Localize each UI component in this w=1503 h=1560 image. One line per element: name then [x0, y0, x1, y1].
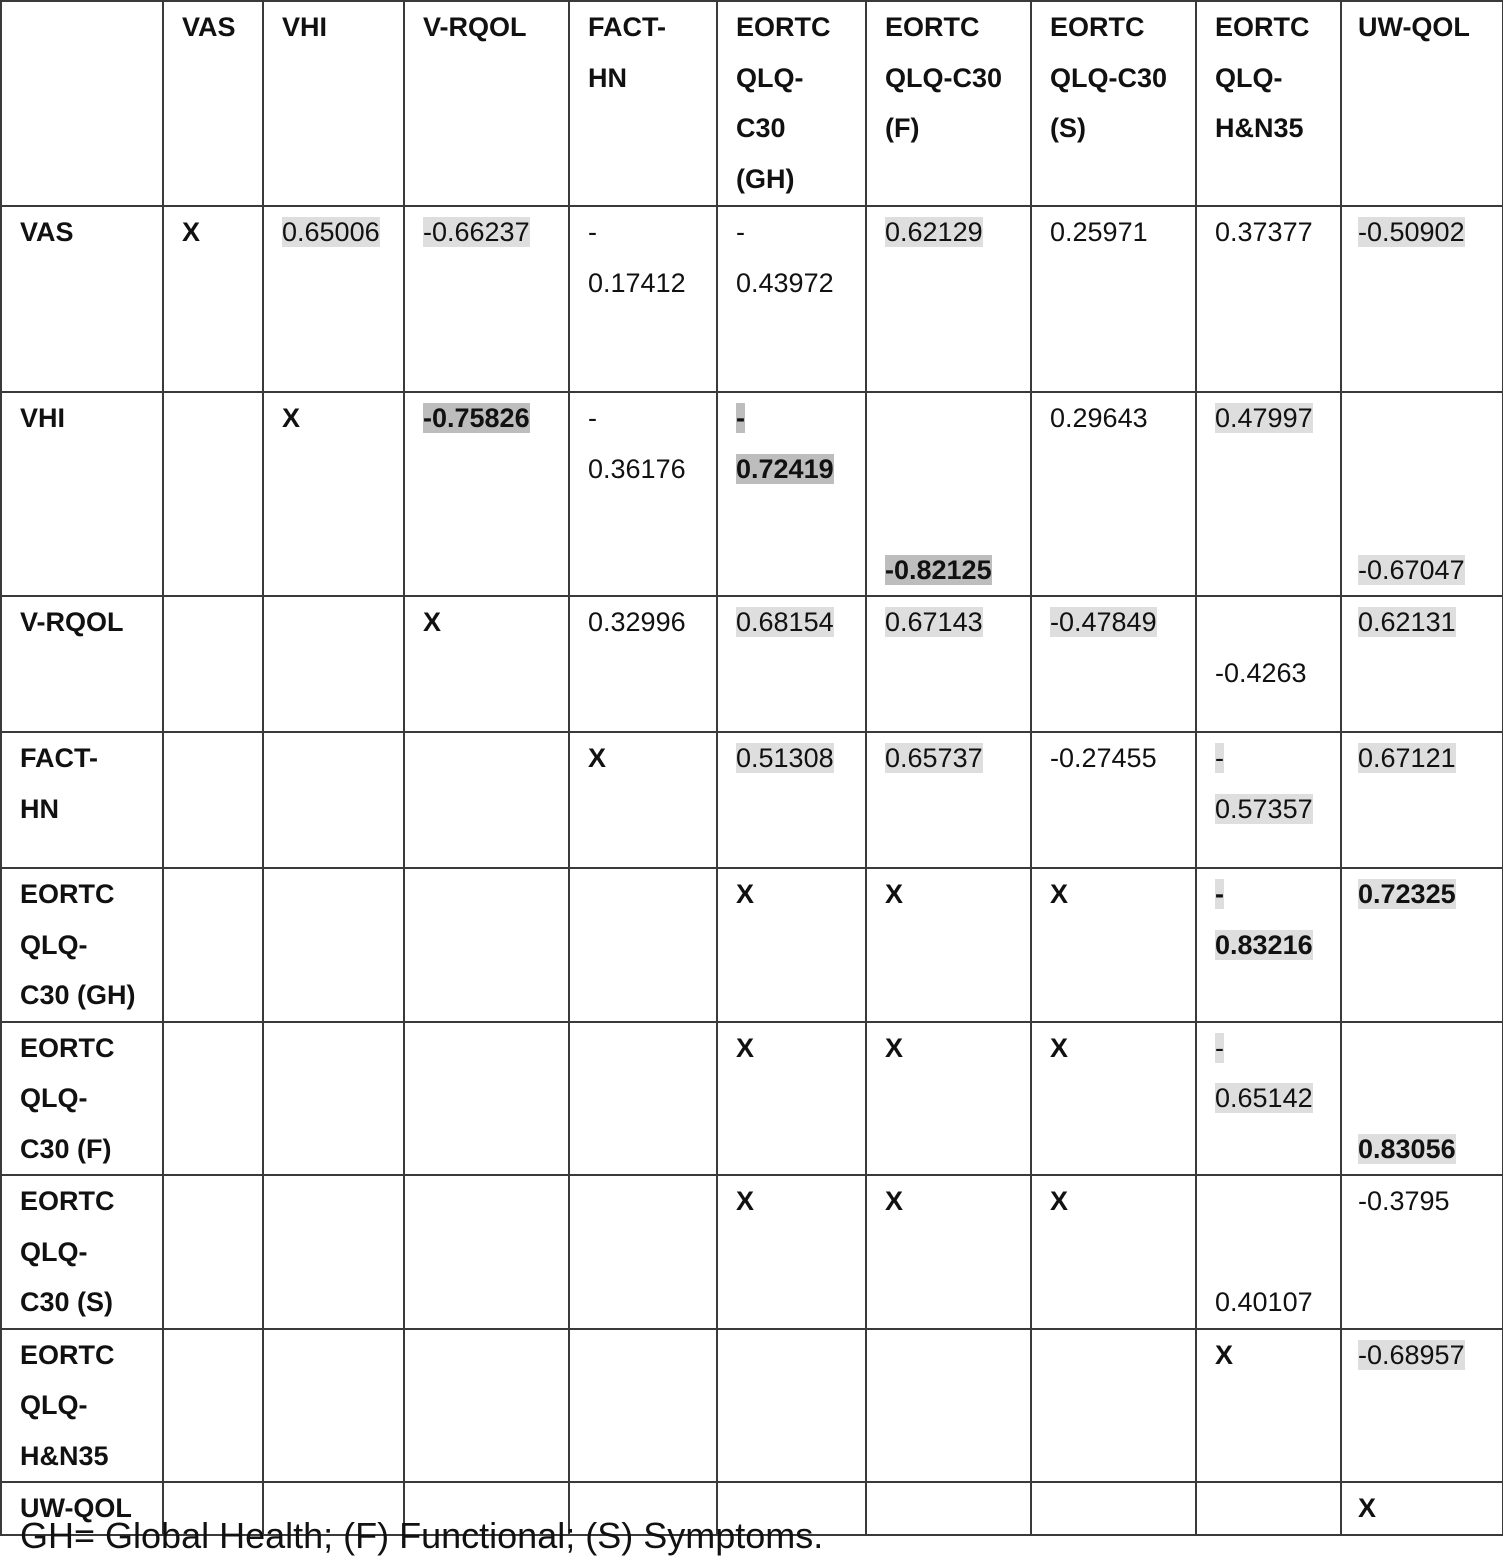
cell-empty: [163, 1329, 263, 1483]
cell-value: -0.27455: [1031, 732, 1196, 868]
cell-value: - 0.65142: [1196, 1022, 1341, 1176]
cell-empty: [263, 1175, 404, 1329]
cell-value: - 0.36176: [569, 392, 717, 596]
row-label: EORTC QLQ- C30 (F): [1, 1022, 163, 1176]
cell-empty: [569, 1175, 717, 1329]
cell-value: 0.62131: [1341, 596, 1503, 732]
cell-value: -0.3795: [1341, 1175, 1503, 1329]
cell-empty: [569, 1022, 717, 1176]
cell-empty: [263, 596, 404, 732]
cell-value: 0.29643: [1031, 392, 1196, 596]
col-header-eortc-gh: EORTC QLQ- C30 (GH): [717, 1, 866, 206]
cell-value: - 0.17412: [569, 206, 717, 392]
col-header-fact-hn: FACT- HN: [569, 1, 717, 206]
cell-empty: [866, 1482, 1031, 1535]
cell-x: X: [717, 1022, 866, 1176]
cell-x: X: [717, 868, 866, 1022]
cell-value: -0.47849: [1031, 596, 1196, 732]
table-row: [1, 868, 1503, 1022]
header-row: [1, 1, 1503, 206]
cell-empty: [163, 868, 263, 1022]
cell-empty: [404, 732, 569, 868]
cell-x: X: [1341, 1482, 1503, 1535]
col-header-vhi: VHI: [263, 1, 404, 206]
cell-x: X: [1031, 868, 1196, 1022]
cell-x: X: [569, 732, 717, 868]
cell-value: -0.4263: [1196, 596, 1341, 732]
cell-value: -0.66237: [404, 206, 569, 392]
cell-x: X: [866, 1175, 1031, 1329]
cell-value: - 0.72419: [717, 392, 866, 596]
col-header-eortc-f: EORTC QLQ-C30 (F): [866, 1, 1031, 206]
cell-x: X: [1031, 1175, 1196, 1329]
cell-value: 0.65006: [263, 206, 404, 392]
row-label: FACT- HN: [1, 732, 163, 868]
table-row: [1, 1175, 1503, 1329]
cell-value: 0.51308: [717, 732, 866, 868]
cell-empty: [1196, 1482, 1341, 1535]
cell-empty: [404, 868, 569, 1022]
cell-x: X: [866, 868, 1031, 1022]
cell-empty: [404, 1022, 569, 1176]
cell-value: 0.47997: [1196, 392, 1341, 596]
cell-value: -0.68957: [1341, 1329, 1503, 1483]
col-header-eortc-hn35: EORTC QLQ- H&N35: [1196, 1, 1341, 206]
row-label: EORTC QLQ- C30 (S): [1, 1175, 163, 1329]
cell-empty: [717, 1329, 866, 1483]
cell-empty: [163, 1175, 263, 1329]
table-row: [1, 206, 1503, 392]
cell-empty: [866, 1329, 1031, 1483]
row-label: UW-QOL: [1, 1482, 163, 1535]
cell-empty: [1031, 1329, 1196, 1483]
cell-value: 0.67121: [1341, 732, 1503, 868]
cell-value: - 0.43972: [717, 206, 866, 392]
cell-x: X: [1031, 1022, 1196, 1176]
cell-empty: [263, 1329, 404, 1483]
table-row: [1, 1022, 1503, 1176]
col-header-uwqol: UW-QOL: [1341, 1, 1503, 206]
cell-value: 0.25971: [1031, 206, 1196, 392]
cell-value: -0.50902: [1341, 206, 1503, 392]
table-row: [1, 732, 1503, 868]
col-header-eortc-s: EORTC QLQ-C30 (S): [1031, 1, 1196, 206]
cell-empty: [263, 732, 404, 868]
footnote: GH= Global Health; (F) Functional; (S) Symptoms.: [20, 1515, 824, 1556]
cell-empty: [404, 1329, 569, 1483]
cell-empty: [163, 1022, 263, 1176]
cell-value: 0.83056: [1341, 1022, 1503, 1176]
cell-value: 0.62129: [866, 206, 1031, 392]
row-label: V-RQOL: [1, 596, 163, 732]
table-row: [1, 1329, 1503, 1483]
cell-empty: [404, 1175, 569, 1329]
cell-value: 0.67143: [866, 596, 1031, 732]
cell-empty: [263, 868, 404, 1022]
col-header-vrqol: V-RQOL: [404, 1, 569, 206]
col-header-vas: VAS: [163, 1, 263, 206]
cell-value: 0.72325: [1341, 868, 1503, 1022]
cell-value: - 0.83216: [1196, 868, 1341, 1022]
row-label: VAS: [1, 206, 163, 392]
cell-empty: [163, 596, 263, 732]
row-label: EORTC QLQ- H&N35: [1, 1329, 163, 1483]
cell-x: X: [404, 596, 569, 732]
table-row: [1, 392, 1503, 596]
cell-value: 0.65737: [866, 732, 1031, 868]
cell-value: 0.32996: [569, 596, 717, 732]
cell-x: X: [717, 1175, 866, 1329]
cell-x: X: [866, 1022, 1031, 1176]
cell-value: -0.67047: [1341, 392, 1503, 596]
cell-x: X: [163, 206, 263, 392]
cell-value: 0.40107: [1196, 1175, 1341, 1329]
corner-cell: [1, 1, 163, 206]
table-row: [1, 596, 1503, 732]
row-label: VHI: [1, 392, 163, 596]
cell-empty: [263, 1022, 404, 1176]
cell-empty: [569, 868, 717, 1022]
cell-empty: [163, 392, 263, 596]
cell-value: 0.68154: [717, 596, 866, 732]
cell-empty: [1031, 1482, 1196, 1535]
cell-empty: [569, 1329, 717, 1483]
cell-value: -0.82125: [866, 392, 1031, 596]
cell-x: X: [1196, 1329, 1341, 1483]
cell-value: - 0.57357: [1196, 732, 1341, 868]
cell-empty: [163, 732, 263, 868]
row-label: EORTC QLQ- C30 (GH): [1, 868, 163, 1022]
cell-x: X: [263, 392, 404, 596]
cell-value: -0.75826: [404, 392, 569, 596]
cell-value: 0.37377: [1196, 206, 1341, 392]
